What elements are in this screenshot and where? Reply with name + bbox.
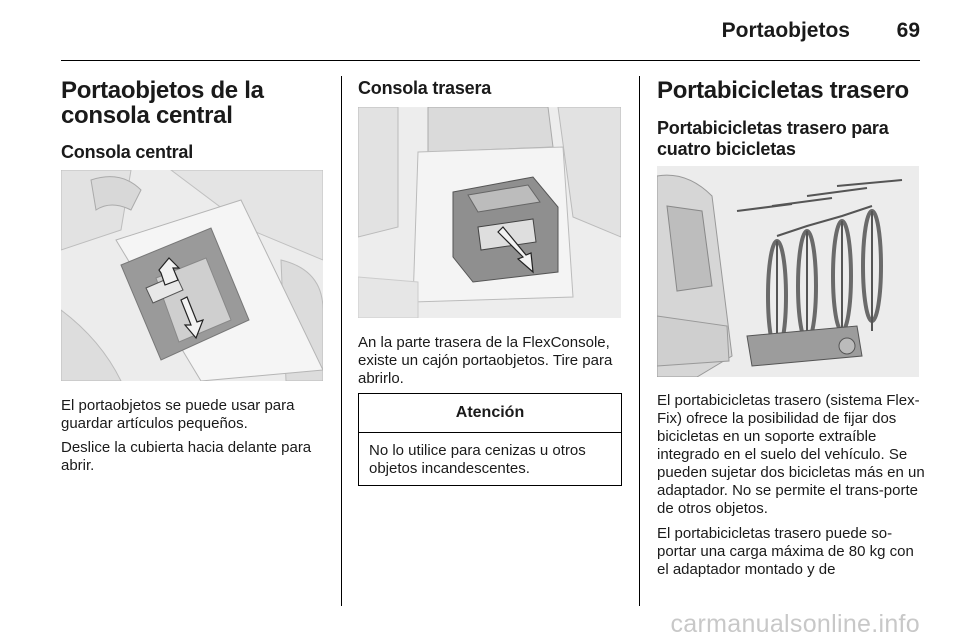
column-2-text <box>358 334 633 388</box>
running-header-title: Portaobjetos <box>721 19 850 42</box>
figure-bike-carrier <box>657 166 919 377</box>
column-divider-2 <box>639 76 640 606</box>
central-console-illustration <box>61 170 323 381</box>
column-2 <box>358 78 628 99</box>
paragraph-bike-carrier-1: El portabicicletas trasero (sistema Flex-Fix) ofrece la posibilidad de fijar dos bicicletas en un soporte extraíble integrado en el suelo del vehículo. Se pueden sujetar dos bicicletas más en un adaptador. No se permite el trans-porte de otros objetos. <box>657 392 925 517</box>
paragraph-rear-console: An la parte trasera de la FlexConsole, existe un cajón portaobjetos. Tire para abrirlo. <box>358 334 613 387</box>
column-1-text <box>61 397 329 475</box>
paragraph-central-console-1: El portaobjetos se puede usar para guardar artículos pequeños. <box>61 397 295 432</box>
paragraph-central-console-2: Deslice la cubierta hacia delante para abrir. <box>61 439 312 474</box>
watermark-text: carmanualsonline.info <box>670 610 920 638</box>
section-heading-bike-carrier: Portabicicletas trasero <box>657 77 909 104</box>
column-3-text <box>657 392 925 579</box>
subheading-four-bikes: Portabicicletas trasero para cuatro bicicletas <box>657 118 889 159</box>
figure-rear-console <box>358 107 621 318</box>
figure-central-console <box>61 170 323 381</box>
column-3 <box>657 78 925 160</box>
notice-text: No lo utilice para cenizas u otros objetos incandescentes. <box>369 442 586 477</box>
notice-title: Atención <box>359 394 621 433</box>
column-1 <box>61 78 329 163</box>
bike-carrier-illustration <box>657 166 919 377</box>
subheading-central-console: Consola central <box>61 142 194 162</box>
header-rule <box>61 60 920 61</box>
paragraph-bike-carrier-2: El portabicicletas trasero puede so-portar una carga máxima de 80 kg con el adaptador montado y de <box>657 525 914 578</box>
notice-box <box>358 393 622 486</box>
rear-console-illustration <box>358 107 621 318</box>
column-divider-1 <box>341 76 342 606</box>
page-number: 69 <box>896 19 920 42</box>
section-heading-central-console: Portaobjetos de la consola central <box>61 77 264 129</box>
subheading-rear-console: Consola trasera <box>358 78 492 98</box>
